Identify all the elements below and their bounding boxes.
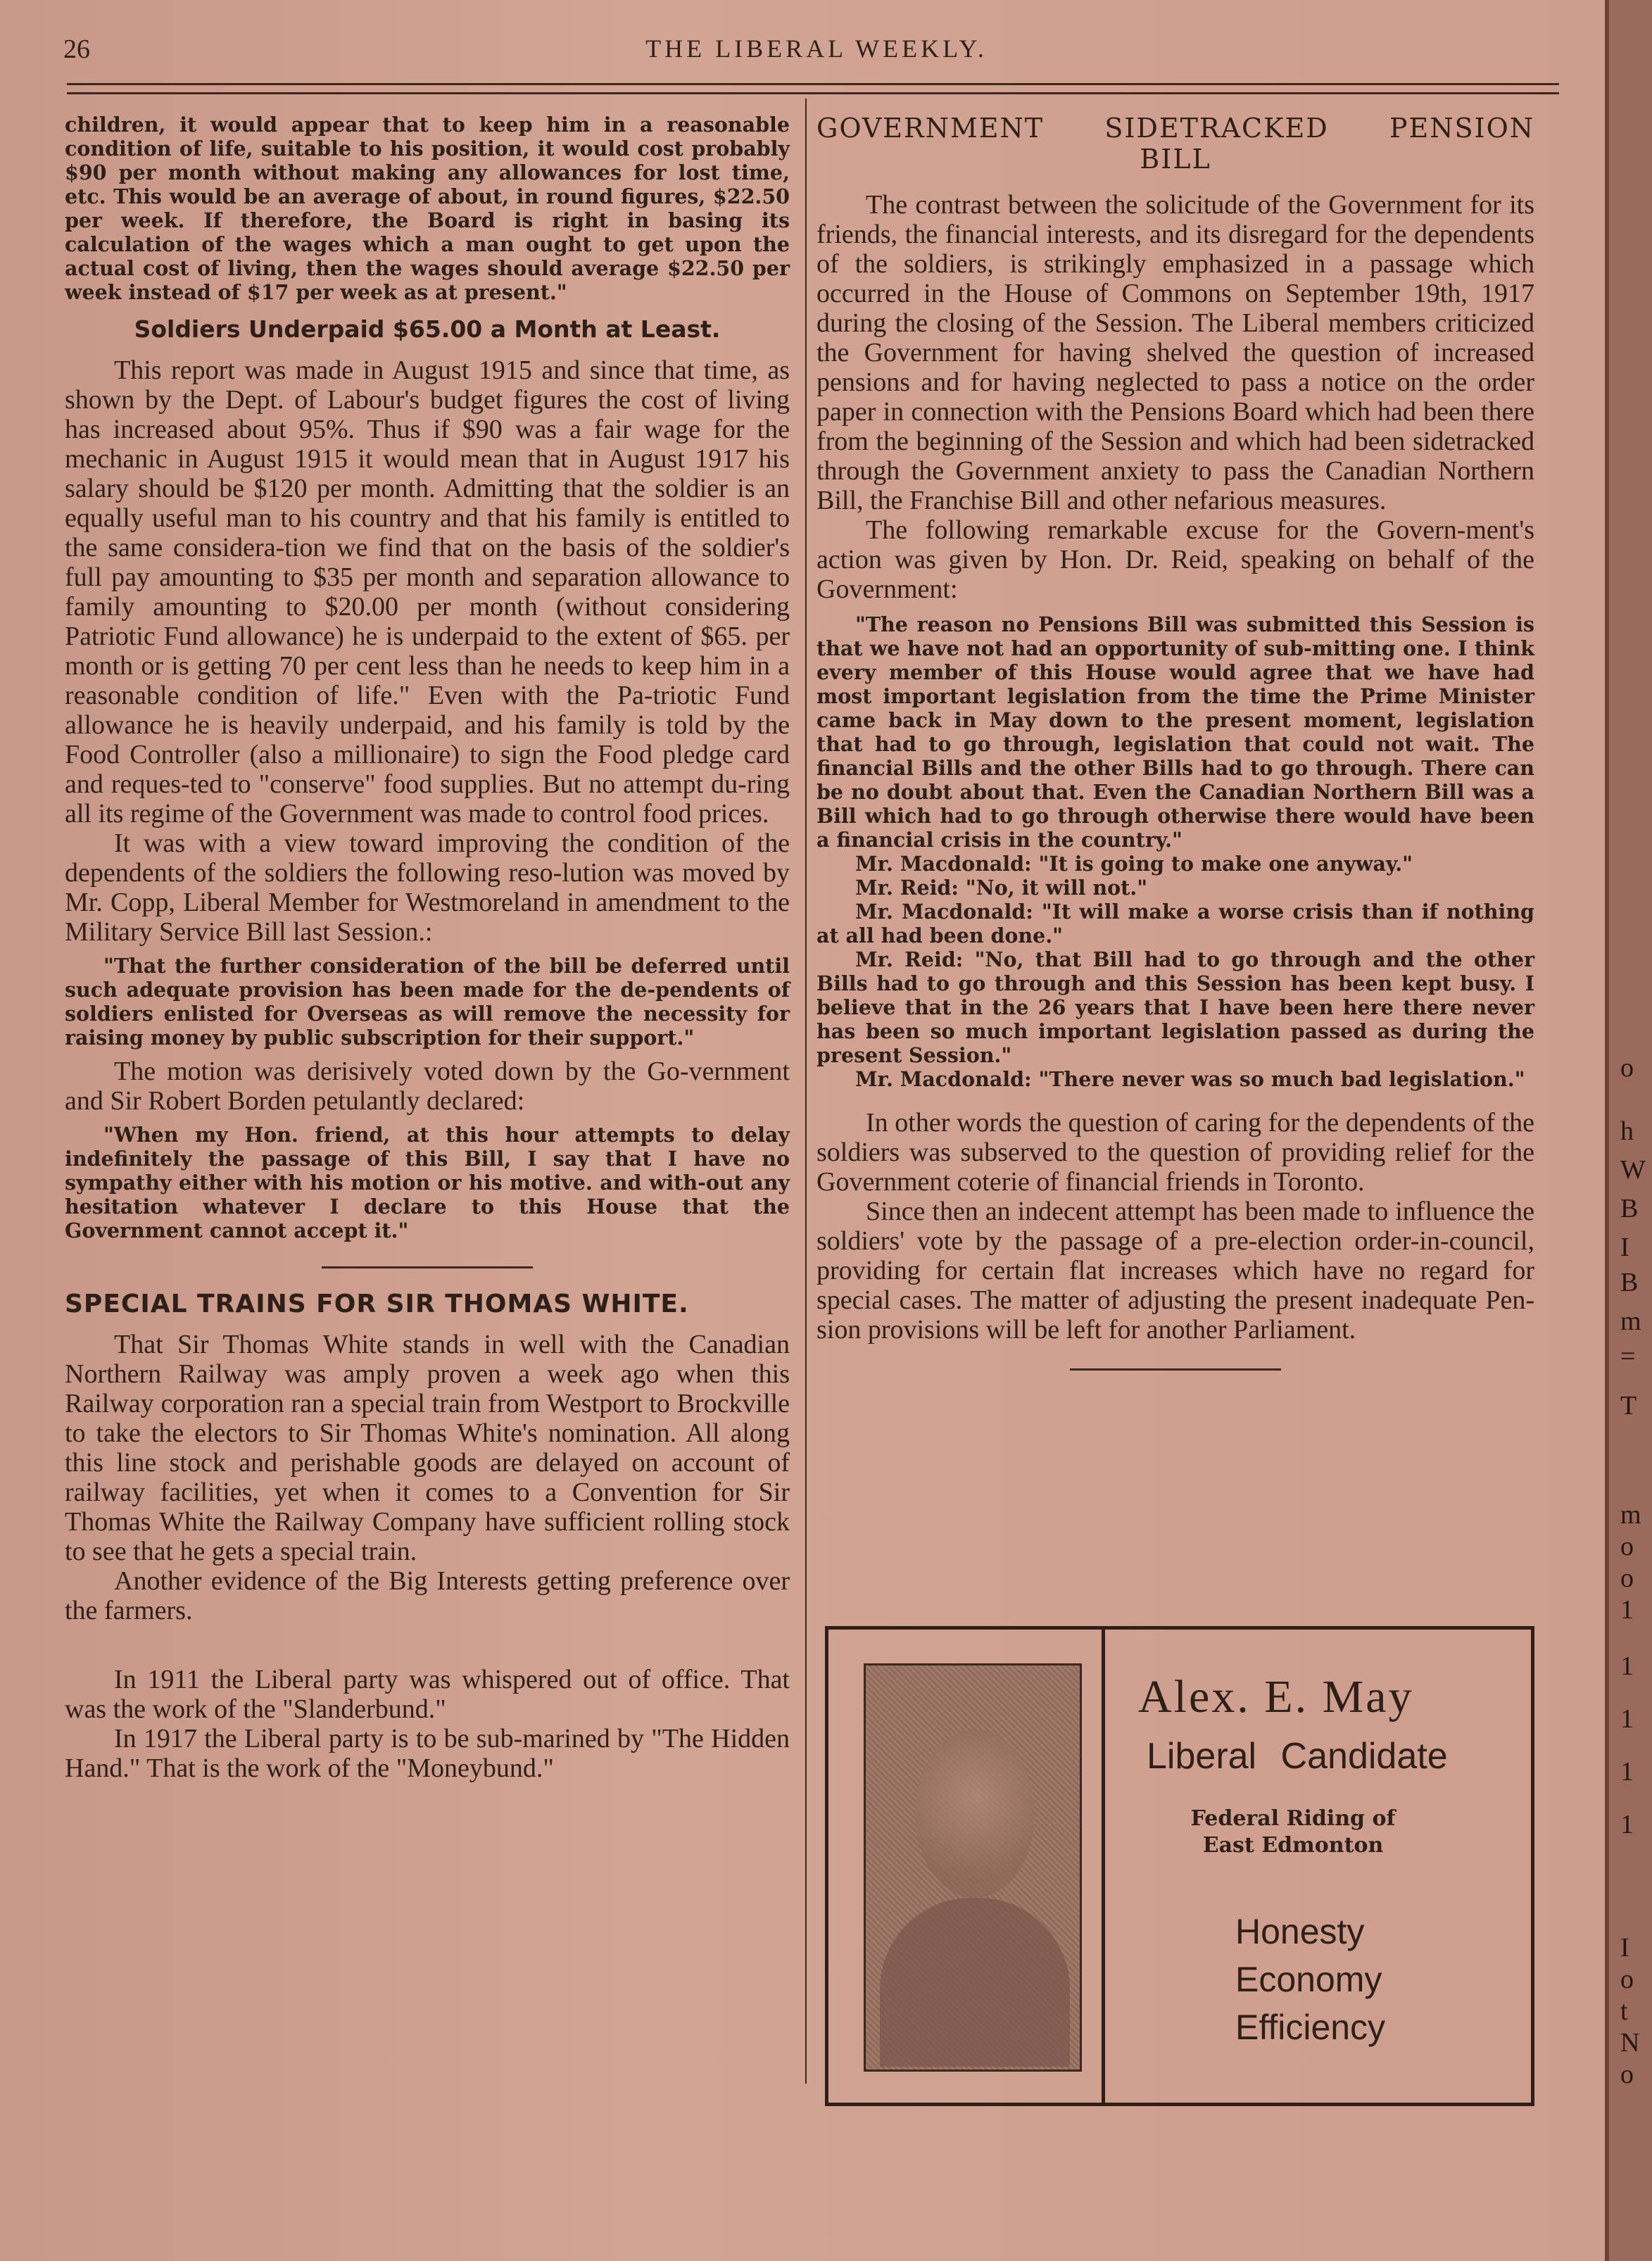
edge-letter: h <box>1620 1116 1634 1146</box>
edge-letter: 1 <box>1620 1810 1634 1839</box>
edge-letter: m <box>1620 1306 1641 1336</box>
edge-letter: W <box>1620 1155 1646 1185</box>
paragraph-motion: The motion was derisively voted down by the Go-vernment and Sir Robert Borden petulantly declared: <box>65 1057 790 1116</box>
campaign-advertisement <box>825 1626 1534 2106</box>
left-column <box>65 113 790 1783</box>
edge-letter: 1 <box>1620 1651 1634 1681</box>
header-rule <box>67 83 1559 94</box>
edge-letter: T <box>1620 1391 1637 1421</box>
edge-letter: o <box>1620 1053 1634 1083</box>
article-title <box>816 113 1534 144</box>
column-divider <box>805 99 807 2084</box>
edge-letter: o <box>1620 1965 1634 1994</box>
quote-macdonald-3: Mr. Macdonald: "There never was so much bad legislation." <box>855 1067 1525 1091</box>
paragraph-view: It was with a view toward improving the condition of the dependents of the soldiers the following reso-lution was moved by Mr. Copp, Liberal Member for Westmoreland in amendment to the Military Service Bill last Session.: <box>65 829 790 947</box>
page-fold <box>1605 0 1609 2261</box>
edge-letter: 1 <box>1620 1704 1634 1734</box>
quote-macdonald-2: Mr. Macdonald: "It will make a worse crisis than if nothing at all had been done." <box>816 900 1534 947</box>
paragraph-another: Another evidence of the Big Interests getting preference over the farmers. <box>65 1566 790 1625</box>
edge-letter: 1 <box>1620 1757 1634 1787</box>
quote-reid-2: Mr. Reid: "No, it will not." <box>855 876 1148 900</box>
right-column <box>816 113 1534 1392</box>
ad-divider <box>1102 1630 1105 2103</box>
candidate-riding <box>1166 1806 1420 1859</box>
riding-line-1: Federal Riding of <box>1190 1806 1396 1831</box>
paragraph-contrast: The contrast between the solicitude of the Government for its friends, the financial interests, and its disregard for the dependents of the soldiers, is strikingly emphasized in a passage which occurred in the House of Commons on September 19th, 1917 during the closing of the Session. The Liberal members criticized the Government for having shelved the question of increased pensions and for having neglected to pass a notice on the order paper in connection with the Pensions Board which had been there from the beginning of the Session and which had been sidetracked through the Government anxiety to pass the Canadian Northern Bill, the Franchise Bill and other nefarious measures. <box>816 190 1534 515</box>
paragraph-1917: In 1917 the Liberal party is to be sub-marined by "The Hidden Hand." That is the work of the "Moneybund." <box>65 1724 790 1783</box>
section-rule <box>322 1266 533 1268</box>
portrait-face <box>915 1729 1035 1898</box>
title-word-sidetracked: SIDETRACKED <box>1104 113 1329 144</box>
page-number: 26 <box>63 34 90 64</box>
quote-macdonald-1: Mr. Macdonald: "It is going to make one anyway." <box>855 852 1413 876</box>
motto-efficiency: Efficiency <box>1235 2008 1386 2047</box>
quote-copp: "That the further consideration of the bill be deferred until such adequate provision has been made for the de-pendents of soldiers enlisted for Overseas as will remove the necessity for raising money by public subscription for their support." <box>65 954 790 1050</box>
paragraph-since: Since then an indecent attempt has been made to influence the soldiers' vote by the passage of a pre-election order-in-council, providing for certain flat increases which have no regard for special cases. The matter of adjusting the present inadequate Pen-sion provisions will be left for another Parliament. <box>816 1197 1534 1344</box>
edge-letter: B <box>1620 1268 1639 1297</box>
paragraph-trains: That Sir Thomas White stands in well with the Canadian Northern Railway was amply proven a week ago when this Railway corporation ran a special train from Westport to Brockville to take the electors to Sir Thomas White's nomination. All along this line stock and perishable goods are delayed on account of railway facilities, yet when it comes to a Convention for Sir Thomas White the Railway Company have sufficient rolling stock to see that he gets a special train. <box>65 1330 790 1566</box>
edge-letter: I <box>1620 1933 1629 1963</box>
portrait-shoulders <box>880 1898 1070 2067</box>
title-word-bill: BILL <box>1140 144 1211 175</box>
title-word-pension: PENSION <box>1389 113 1534 144</box>
edge-letter: o <box>1620 1563 1634 1593</box>
riding-line-2: East Edmonton <box>1202 1833 1384 1858</box>
paragraph-excuse: The following remarkable excuse for the Govern-ment's action was given by Hon. Dr. Reid, speaking on behalf of the Government: <box>816 515 1534 604</box>
quote-reid-1: "The reason no Pensions Bill was submitted this Session is that we have not had an opportunity of sub-mitting one. I think every member of this House would agree that we have had most important legislation from the time the Prime Minister came back in May down to the present moment, legislation that had to go through, legislation that could not wait. The financial Bills and the other Bills had to go through. There can be no doubt about that. Even the Canadian Northern Bill was a Bill which had to go through otherwise there would have been a financial crisis in the country." <box>816 612 1534 852</box>
motto-honesty: Honesty <box>1235 1912 1365 1951</box>
candidate-motto <box>1235 1908 1385 2051</box>
paragraph-other-words: In other words the question of caring for the dependents of the soldiers was subserved to the question of providing relief for the Government coterie of financial friends in Toronto. <box>816 1108 1534 1197</box>
paragraph-1911: In 1911 the Liberal party was whispered out of office. That was the work of the "Slanderbund." <box>65 1665 790 1724</box>
edge-letter: o <box>1620 2060 1634 2089</box>
motto-economy: Economy <box>1235 1960 1382 1999</box>
subhead-soldiers-underpaid: Soldiers Underpaid $65.00 a Month at Least. <box>134 315 721 343</box>
edge-letter: 1 <box>1620 1595 1634 1625</box>
quote-borden: "When my Hon. friend, at this hour attempts to delay indefinitely the passage of this Bill, I say that I have no sympathy either with his motion or his motive. and with-out any hesitation whatever I declare to this House that the Government cannot accept it." <box>65 1123 790 1242</box>
edge-letter: t <box>1620 1996 1628 2026</box>
edge-letter: B <box>1620 1194 1639 1223</box>
headline-special-trains: SPECIAL TRAINS FOR SIR THOMAS WHITE. <box>65 1290 689 1318</box>
edge-letter: N <box>1620 2028 1640 2058</box>
candidate-portrait <box>864 1663 1082 2072</box>
edge-letter: = <box>1620 1342 1636 1371</box>
candidate-name: Alex. E. May <box>1138 1671 1414 1722</box>
running-head: THE LIBERAL WEEKLY. <box>645 34 988 63</box>
intro-quote: children, it would appear that to keep him in a reasonable condition of life, suitable to his position, it would cost probably $90 per month without making any allowances for lost time, etc. This would be an average of about, in round figures, $22.50 per week. If therefore, the Board is right in basing its calculation of the wages which a man ought to get upon the actual cost of living, then the wages should average $22.50 per week instead of $17 per week as at present." <box>65 113 790 304</box>
edge-letter: m <box>1620 1500 1641 1530</box>
adjacent-page-edge <box>1605 0 1652 2261</box>
section-rule-right <box>1070 1368 1281 1371</box>
candidate-party: Liberal Candidate <box>1147 1736 1448 1777</box>
quote-reid-3: Mr. Reid: "No, that Bill had to go through and the other Bills had to go through and this Session has been kept busy. I believe that in the 26 years that I have been here there never has been so much important legislation passed as during the present Session." <box>816 947 1534 1067</box>
page-header <box>63 28 1570 70</box>
edge-letter: o <box>1620 1532 1634 1561</box>
edge-letter: I <box>1620 1233 1629 1262</box>
paragraph-report: This report was made in August 1915 and since that time, as shown by the Dept. of Labour's budget figures the cost of living has increased about 95%. Thus if $90 was a fair wage for the mechanic in August 1915 it would mean that in August 1917 his salary should be $120 per month. Admitting that the soldier is an equally useful man to his country and that his family is entitled to the same considera-tion we find that on the basis of the soldier's full pay amounting to $35 per month and separation allowance to family amounting to $20.00 per month (without considering Patriotic Fund allowance) he is underpaid to the extent of $65. per month or is getting 70 per cent less than he needs to keep him in a reasonable condition of life." Even with the Pa-triotic Fund allowance he is heavily underpaid, and his family is told by the Food Controller (also a millionaire) to sign the Food pledge card and reques-ted to "conserve" food supplies. But no attempt du-ring all its regime of the Government was made to control food prices. <box>65 355 790 829</box>
title-word-government: GOVERNMENT <box>816 113 1045 144</box>
